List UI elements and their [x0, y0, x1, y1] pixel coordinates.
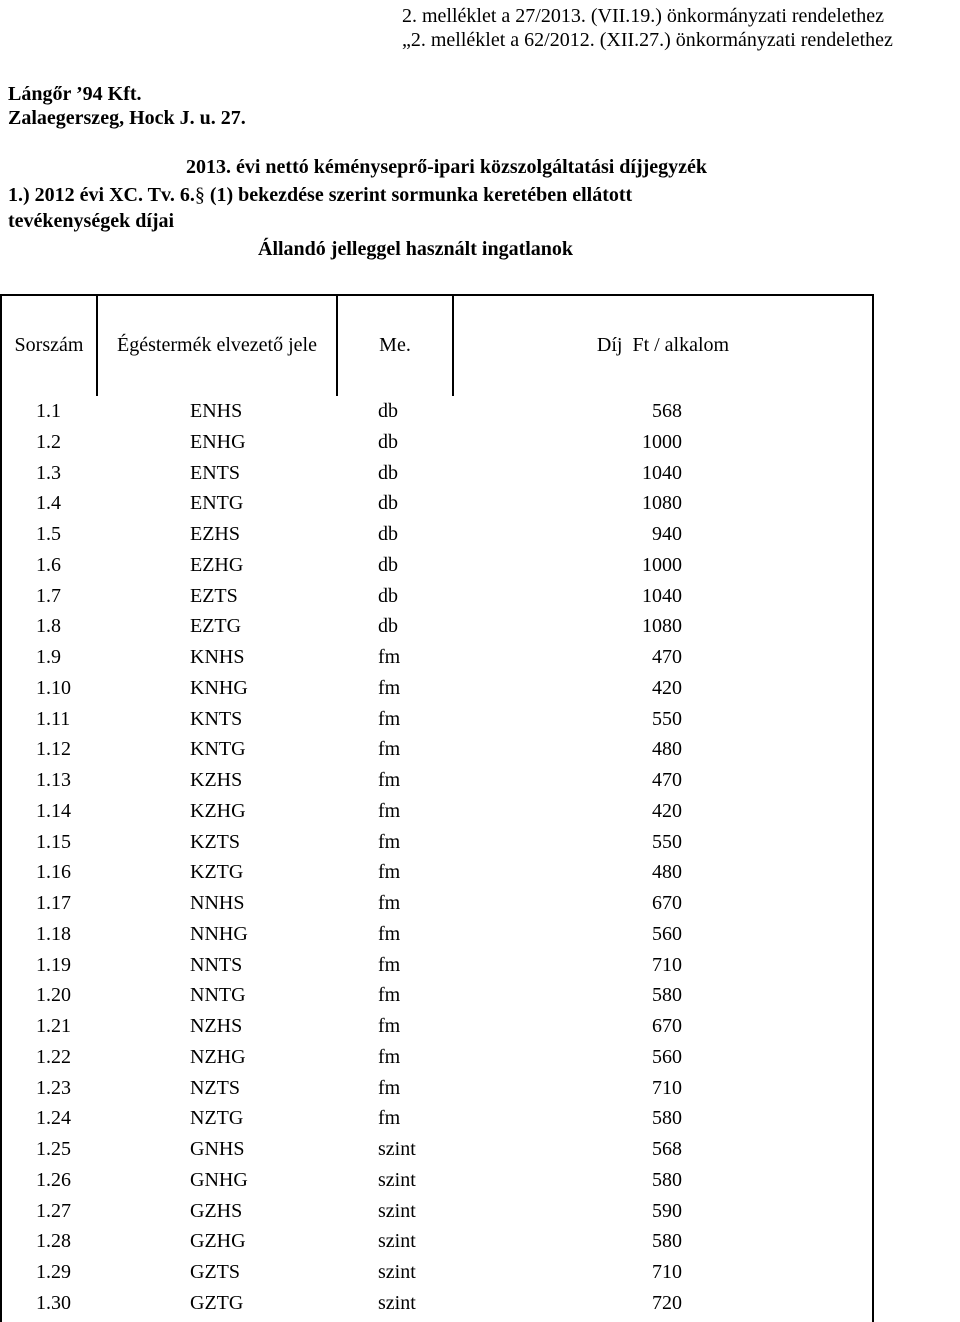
flue-code-cell: EZTG — [190, 615, 242, 638]
unit-cell: fm — [378, 830, 401, 853]
fee-cell: 470 — [652, 646, 682, 668]
unit-cell: db — [378, 400, 398, 422]
row-number-cell: 1.25 — [36, 1138, 71, 1160]
unit-cell: szint — [378, 1168, 416, 1191]
unit-cell: db — [378, 523, 398, 545]
fee-cell: 1080 — [642, 492, 682, 515]
column-header-number: Sorszám — [14, 334, 84, 356]
document-title: 2013. évi nettó kéményseprő-ipari közszolgáltatási díjjegyzék — [186, 156, 708, 178]
row-number-cell: 1.15 — [36, 830, 71, 853]
fee-cell: 480 — [652, 738, 682, 761]
fee-cell: 590 — [652, 1199, 682, 1222]
unit-cell: fm — [378, 953, 401, 976]
table-row — [0, 704, 874, 734]
fee-cell: 420 — [652, 799, 682, 822]
unit-cell: fm — [378, 799, 401, 822]
unit-cell: fm — [378, 922, 401, 945]
flue-code-cell: NZTS — [190, 1076, 240, 1099]
subtitle-line-2: tevékenységek díjai — [8, 210, 175, 232]
table-row — [0, 1226, 874, 1256]
table-row — [0, 765, 874, 795]
row-number-cell: 1.19 — [36, 953, 71, 976]
unit-cell: fm — [378, 646, 401, 668]
table-row — [0, 1165, 874, 1195]
row-number-cell: 1.8 — [36, 615, 61, 638]
flue-code-cell: ENHS — [190, 400, 243, 422]
fee-cell: 568 — [652, 1138, 682, 1160]
table-row — [0, 919, 874, 949]
table-row — [0, 734, 874, 764]
fee-cell: 1040 — [642, 461, 682, 484]
flue-code-cell: EZHS — [190, 523, 240, 545]
unit-cell: fm — [378, 1107, 401, 1130]
row-number-cell: 1.4 — [36, 492, 61, 515]
subtitle-line-1 — [8, 184, 632, 207]
fee-cell: 670 — [652, 1015, 682, 1037]
fee-cell: 720 — [652, 1291, 682, 1314]
flue-code-cell: KNTS — [190, 707, 243, 730]
row-number-cell: 1.23 — [36, 1076, 71, 1099]
table-row — [0, 888, 874, 918]
section-sign: § — [194, 184, 205, 206]
table-row — [0, 396, 874, 426]
fee-cell: 940 — [652, 523, 682, 545]
row-number-cell: 1.1 — [36, 400, 61, 422]
fee-cell: 580 — [652, 984, 682, 1007]
fee-cell: 1000 — [642, 430, 682, 453]
fee-cell: 470 — [652, 769, 682, 791]
table-row — [0, 458, 874, 488]
row-number-cell: 1.29 — [36, 1261, 71, 1283]
table-row — [0, 427, 874, 457]
flue-code-cell: KZTS — [190, 830, 240, 853]
unit-cell: fm — [378, 861, 401, 884]
row-number-cell: 1.3 — [36, 461, 61, 484]
row-number-cell: 1.26 — [36, 1168, 71, 1191]
unit-cell: fm — [378, 707, 401, 730]
table-row — [0, 980, 874, 1010]
table-row — [0, 673, 874, 703]
organization-address: Zalaegerszeg, Hock J. u. 27. — [8, 107, 246, 129]
table-row — [0, 1134, 874, 1164]
annex-reference-line-1: 2. melléklet a 27/2013. (VII.19.) önkormányzati rendelethez — [402, 5, 885, 27]
row-number-cell: 1.13 — [36, 769, 71, 791]
fee-cell: 580 — [652, 1230, 682, 1253]
flue-code-cell: EZTS — [190, 584, 238, 607]
unit-cell: szint — [378, 1291, 416, 1314]
row-number-cell: 1.9 — [36, 646, 61, 668]
fee-cell: 420 — [652, 676, 682, 699]
fee-cell: 550 — [652, 830, 682, 853]
flue-code-cell: KNHG — [190, 676, 248, 699]
table-row — [0, 1042, 874, 1072]
unit-cell: fm — [378, 984, 401, 1007]
row-number-cell: 1.5 — [36, 523, 61, 545]
table-row — [0, 1288, 874, 1318]
unit-cell: szint — [378, 1138, 416, 1160]
fee-cell: 560 — [652, 1045, 682, 1068]
row-number-cell: 1.17 — [36, 892, 71, 914]
unit-cell: db — [378, 615, 398, 638]
table-row — [0, 1257, 874, 1287]
table-row — [0, 1073, 874, 1103]
flue-code-cell: NNHG — [190, 922, 248, 945]
row-number-cell: 1.20 — [36, 984, 71, 1007]
subtitle-line-1-end: (1) bekezdése szerint sormunka keretében ellátott — [204, 184, 633, 206]
unit-cell: fm — [378, 1015, 401, 1037]
flue-code-cell: NZTG — [190, 1107, 244, 1130]
flue-code-cell: ENTG — [190, 492, 244, 515]
unit-cell: db — [378, 584, 398, 607]
fee-cell: 1000 — [642, 553, 682, 576]
flue-code-cell: KNTG — [190, 738, 246, 761]
row-number-cell: 1.24 — [36, 1107, 71, 1130]
unit-cell: szint — [378, 1230, 416, 1253]
flue-code-cell: NZHG — [190, 1045, 246, 1068]
fee-cell: 710 — [652, 1261, 682, 1283]
flue-code-cell: KNHS — [190, 646, 245, 668]
row-number-cell: 1.7 — [36, 584, 61, 607]
table-row — [0, 857, 874, 887]
row-number-cell: 1.28 — [36, 1230, 71, 1253]
table-row — [0, 642, 874, 672]
flue-code-cell: GZTS — [190, 1261, 240, 1283]
fee-table — [0, 294, 874, 1322]
fee-cell: 710 — [652, 953, 682, 976]
unit-cell: fm — [378, 1076, 401, 1099]
table-row — [0, 827, 874, 857]
flue-code-cell: NNHS — [190, 892, 245, 914]
fee-cell: 670 — [652, 892, 682, 914]
fee-cell: 580 — [652, 1168, 682, 1191]
table-row — [0, 950, 874, 980]
fee-cell: 710 — [652, 1076, 682, 1099]
row-number-cell: 1.6 — [36, 553, 61, 576]
table-row — [0, 1011, 874, 1041]
unit-cell: fm — [378, 738, 401, 761]
fee-cell: 580 — [652, 1107, 682, 1130]
unit-cell: szint — [378, 1261, 416, 1283]
table-row — [0, 519, 874, 549]
flue-code-cell: GZHG — [190, 1230, 246, 1253]
subtitle-line-1-start: 1.) 2012 évi XC. Tv. 6. — [8, 184, 195, 206]
table-row — [0, 1196, 874, 1226]
flue-code-cell: EZHG — [190, 553, 244, 576]
fee-cell: 568 — [652, 400, 682, 422]
table-row — [0, 611, 874, 641]
row-number-cell: 1.30 — [36, 1291, 71, 1314]
row-number-cell: 1.27 — [36, 1199, 71, 1222]
column-header-flue-code: Égéstermék elvezető jele — [117, 334, 317, 356]
flue-code-cell: KZHS — [190, 769, 243, 791]
row-number-cell: 1.16 — [36, 861, 71, 884]
row-number-cell: 1.11 — [36, 707, 71, 730]
table-row — [0, 550, 874, 580]
fee-cell: 560 — [652, 922, 682, 945]
fee-cell: 1080 — [642, 615, 682, 638]
table-row — [0, 796, 874, 826]
row-number-cell: 1.12 — [36, 738, 71, 761]
flue-code-cell: NZHS — [190, 1015, 243, 1037]
table-row — [0, 1103, 874, 1133]
flue-code-cell: KZTG — [190, 861, 244, 884]
row-number-cell: 1.10 — [36, 676, 71, 699]
unit-cell: db — [378, 553, 398, 576]
fee-cell: 550 — [652, 707, 682, 730]
table-row — [0, 581, 874, 611]
flue-code-cell: KZHG — [190, 799, 246, 822]
unit-cell: szint — [378, 1199, 416, 1222]
fee-cell: 1040 — [642, 584, 682, 607]
flue-code-cell: NNTS — [190, 953, 243, 976]
row-number-cell: 1.21 — [36, 1015, 71, 1037]
row-number-cell: 1.22 — [36, 1045, 71, 1068]
row-number-cell: 1.2 — [36, 430, 61, 453]
annex-reference-line-2: „2. melléklet a 62/2012. (XII.27.) önkormányzati rendelethez — [402, 29, 893, 51]
unit-cell: fm — [378, 676, 401, 699]
flue-code-cell: ENHG — [190, 430, 246, 453]
section-title: Állandó jelleggel használt ingatlanok — [258, 238, 574, 260]
flue-code-cell: NNTG — [190, 984, 246, 1007]
unit-cell: fm — [378, 1045, 401, 1068]
unit-cell: db — [378, 430, 398, 453]
row-number-cell: 1.14 — [36, 799, 71, 822]
unit-cell: fm — [378, 769, 401, 791]
table-row — [0, 488, 874, 518]
fee-cell: 480 — [652, 861, 682, 884]
unit-cell: db — [378, 492, 398, 515]
flue-code-cell: ENTS — [190, 461, 240, 484]
unit-cell: fm — [378, 892, 401, 914]
column-header-fee: Díj Ft / alkalom — [596, 334, 730, 356]
unit-cell: db — [378, 461, 398, 484]
flue-code-cell: GNHS — [190, 1138, 245, 1160]
flue-code-cell: GZHS — [190, 1199, 243, 1222]
flue-code-cell: GNHG — [190, 1168, 248, 1191]
row-number-cell: 1.18 — [36, 922, 71, 945]
organization-name: Lángőr ’94 Kft. — [8, 83, 142, 105]
column-header-unit: Me. — [379, 334, 411, 356]
flue-code-cell: GZTG — [190, 1291, 244, 1314]
